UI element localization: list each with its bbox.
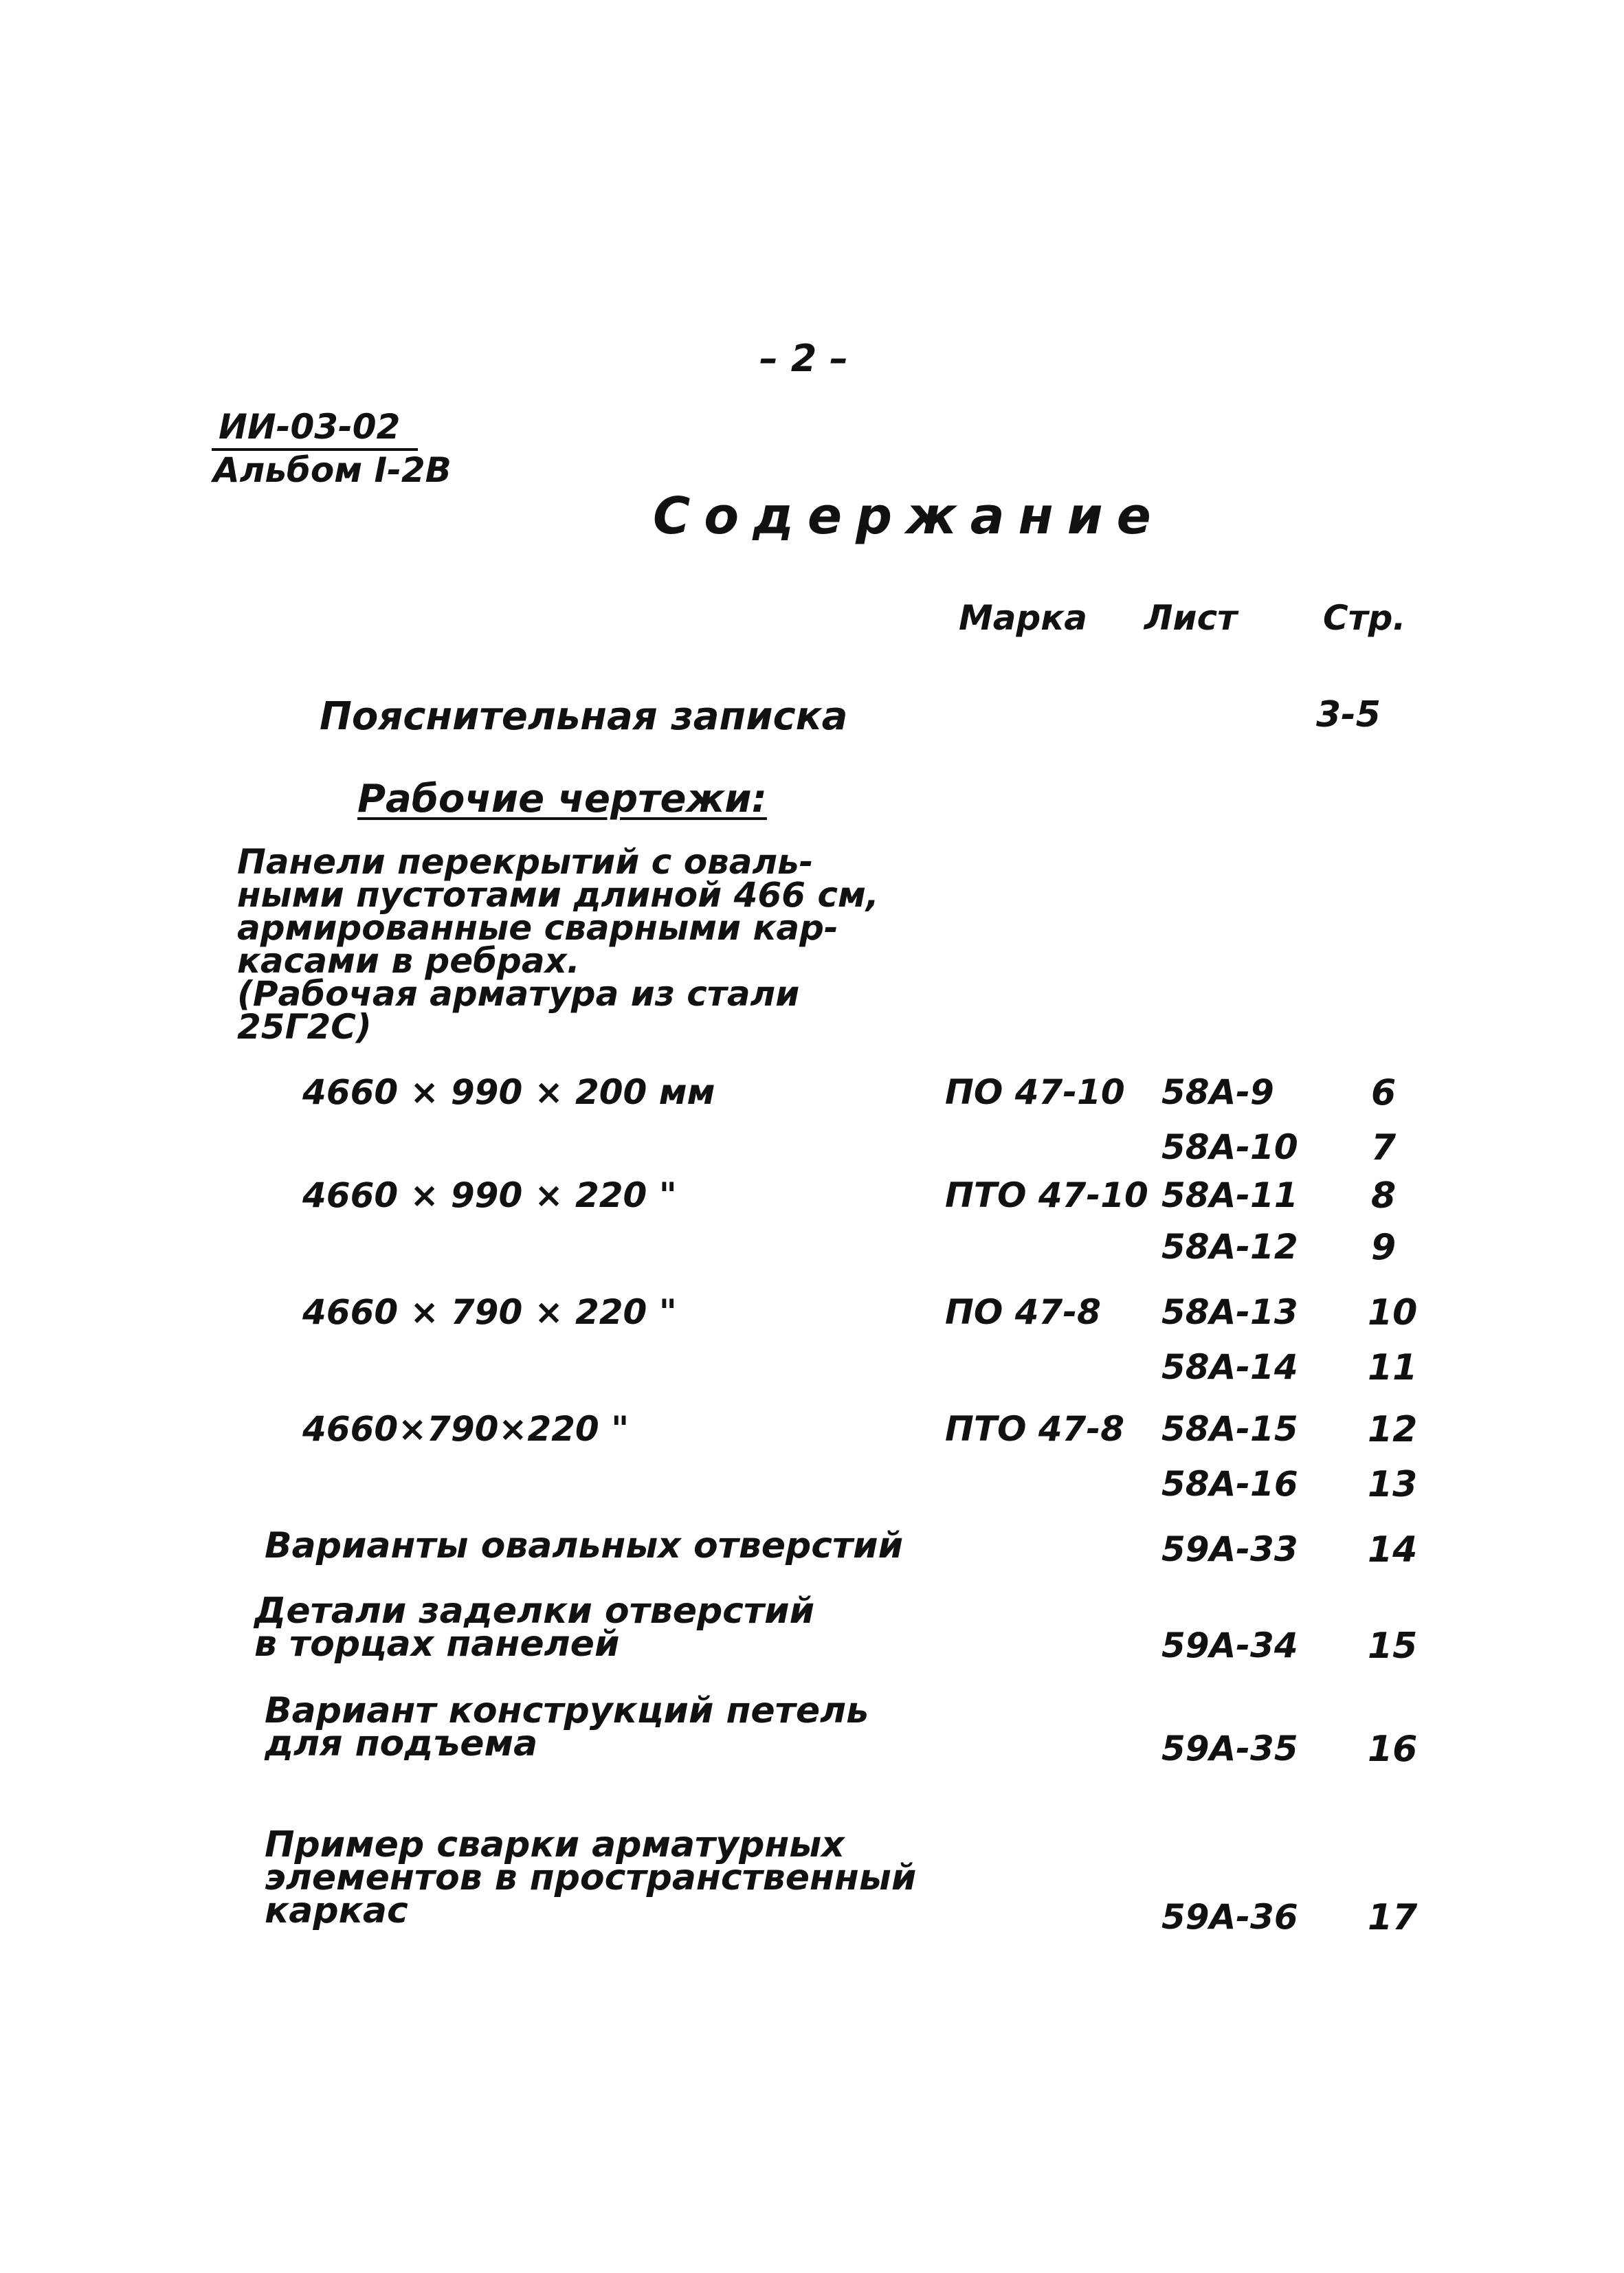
contents-item-sheet: 59А-33 [1161, 1529, 1298, 1569]
row-dimension: 4660 × 990 × 220 " [302, 1175, 677, 1215]
contents-item-title: Пример сварки арматурных элементов в пространственный каркас [265, 1824, 917, 1931]
page-number: – 2 – [759, 337, 849, 380]
row-page: 8 [1371, 1175, 1397, 1217]
contents-item-title: Детали заделки отверстий в торцах панелей [254, 1590, 815, 1665]
row-page: 13 [1368, 1464, 1418, 1505]
row-dimension: 4660 × 790 × 220 " [302, 1292, 677, 1332]
contents-item-page: 17 [1368, 1897, 1418, 1938]
row-marka: ПО 47-10 [945, 1072, 1125, 1112]
document-code: ИИ-03-02 [219, 407, 401, 447]
row-page: 9 [1371, 1227, 1397, 1268]
contents-item-sheet: 59А-36 [1161, 1897, 1298, 1937]
row-sheet: 58А-16 [1161, 1464, 1298, 1504]
row-sheet: 58А-12 [1161, 1227, 1298, 1267]
row-sheet: 58А-15 [1161, 1409, 1298, 1449]
document-title: Содержание [653, 487, 1165, 546]
panel-description: Панели перекрытий с оваль- ными пустотами длиной 466 см, армированные сварными кар- касами в ребрах. (Рабочая арматура из стали 25Г2С) [237, 842, 879, 1047]
column-header-page: Стр. [1323, 598, 1406, 638]
contents-item-sheet: 59А-34 [1161, 1626, 1298, 1665]
column-header-marka: Марка [959, 598, 1087, 638]
row-page: 7 [1371, 1127, 1397, 1168]
contents-item-sheet: 59А-35 [1161, 1729, 1298, 1768]
explanatory-note-page: 3-5 [1316, 694, 1381, 735]
row-sheet: 58А-13 [1161, 1292, 1298, 1332]
contents-item-page: 14 [1368, 1529, 1418, 1571]
contents-item-title: Варианты овальных отверстий [265, 1525, 904, 1566]
row-page: 6 [1371, 1072, 1397, 1113]
album-label: Альбом I-2В [213, 450, 452, 490]
column-header-sheet: Лист [1144, 598, 1238, 638]
contents-item-page: 16 [1368, 1729, 1418, 1770]
row-sheet: 58А-14 [1161, 1347, 1298, 1387]
row-sheet: 58А-11 [1161, 1175, 1298, 1215]
row-sheet: 58А-9 [1161, 1072, 1274, 1112]
row-marka: ПО 47-8 [945, 1292, 1101, 1332]
row-page: 12 [1368, 1409, 1418, 1450]
row-dimension: 4660 × 990 × 200 мм [302, 1072, 715, 1112]
row-sheet: 58А-10 [1161, 1127, 1298, 1167]
contents-item-title: Вариант конструкций петель для подъема [265, 1690, 869, 1764]
explanatory-note-title: Пояснительная записка [320, 694, 848, 739]
row-marka: ПТО 47-8 [945, 1409, 1124, 1449]
row-marka: ПТО 47-10 [945, 1175, 1148, 1215]
contents-item-page: 15 [1368, 1626, 1418, 1667]
working-drawings-heading: Рабочие чертежи: [357, 777, 767, 821]
row-page: 10 [1368, 1292, 1418, 1333]
row-dimension: 4660×790×220 " [302, 1409, 630, 1449]
row-page: 11 [1368, 1347, 1418, 1388]
